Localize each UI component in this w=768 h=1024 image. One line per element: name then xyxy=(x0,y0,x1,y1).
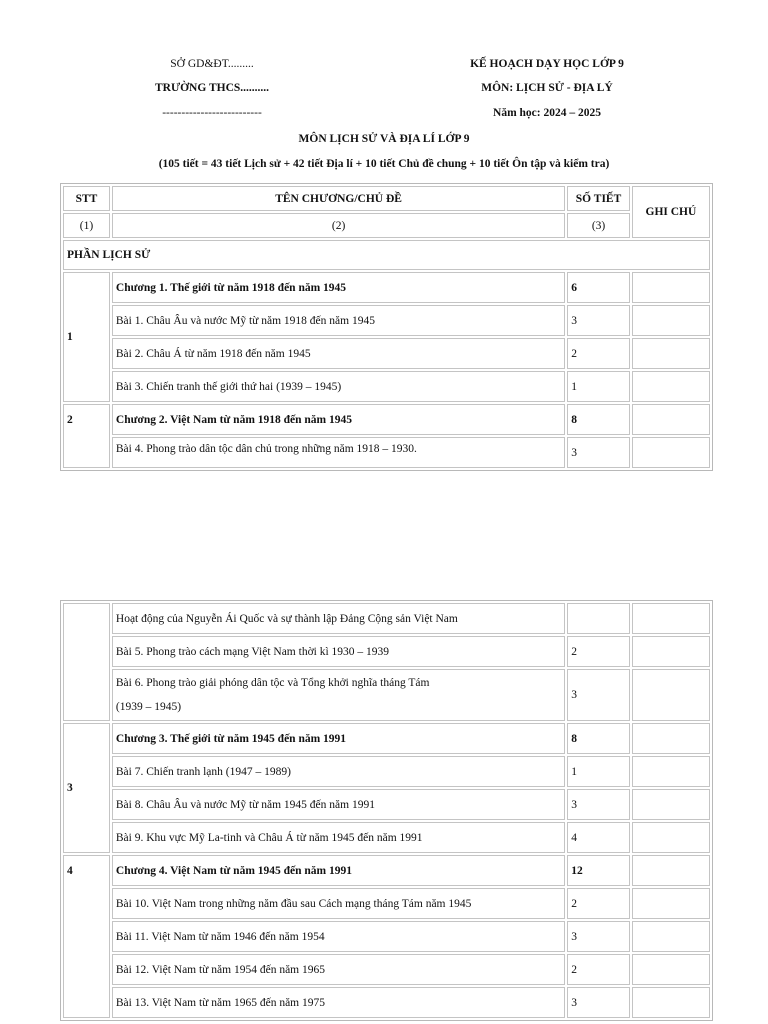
header-chapter-number: (2) xyxy=(112,213,565,238)
lesson-hours xyxy=(567,603,630,634)
table-row xyxy=(63,756,710,787)
lesson-hours: 1 xyxy=(567,371,630,402)
table-row xyxy=(63,338,710,369)
note-cell xyxy=(632,756,710,787)
table-row xyxy=(63,437,710,468)
lesson-title: Bài 4. Phong trào dân tộc dân chủ trong những năm 1918 – 1930. xyxy=(112,437,565,468)
note-cell xyxy=(632,603,710,634)
lesson-hours: 2 xyxy=(567,338,630,369)
header-rule: -------------------------- xyxy=(162,107,262,119)
lesson-hours: 3 xyxy=(567,305,630,336)
header-hours: SỐ TIẾT xyxy=(567,186,630,211)
lesson-title: Bài 2. Châu Á từ năm 1918 đến năm 1945 xyxy=(112,338,565,369)
chapter-hours: 12 xyxy=(567,855,630,886)
lesson-hours: 3 xyxy=(567,789,630,820)
table-row xyxy=(63,404,710,435)
chapter-title: Chương 1. Thế giới từ năm 1918 đến năm 1945 xyxy=(112,272,565,303)
table-row xyxy=(63,954,710,985)
lesson-hours: 3 xyxy=(567,437,630,468)
table-row xyxy=(63,669,710,721)
table-row xyxy=(63,636,710,667)
note-cell xyxy=(632,272,710,303)
note-cell xyxy=(632,954,710,985)
note-cell xyxy=(632,789,710,820)
stt-cell: 1 xyxy=(63,272,110,402)
lesson-title xyxy=(112,669,565,721)
note-cell xyxy=(632,987,710,1018)
lesson-title: Bài 8. Châu Âu và nước Mỹ từ năm 1945 đến năm 1991 xyxy=(112,789,565,820)
note-cell xyxy=(632,404,710,435)
header-hours-number: (3) xyxy=(567,213,630,238)
lesson-hours: 2 xyxy=(567,636,630,667)
header-stt-number: (1) xyxy=(63,213,110,238)
lesson-hours: 3 xyxy=(567,669,630,721)
plan-table-page-1 xyxy=(60,183,713,471)
lesson-title: Bài 5. Phong trào cách mạng Việt Nam thời kì 1930 – 1939 xyxy=(112,636,565,667)
table-row xyxy=(63,987,710,1018)
lesson-title: Bài 12. Việt Nam từ năm 1954 đến năm 1965 xyxy=(112,954,565,985)
table-row xyxy=(63,789,710,820)
lesson-title: Bài 7. Chiến tranh lạnh (1947 – 1989) xyxy=(112,756,565,787)
chapter-title: Chương 2. Việt Nam từ năm 1918 đến năm 1945 xyxy=(112,404,565,435)
note-cell xyxy=(632,669,710,721)
lesson-title: Bài 10. Việt Nam trong những năm đầu sau Cách mạng tháng Tám năm 1945 xyxy=(112,888,565,919)
plan-title: KẾ HOẠCH DẠY HỌC LỚP 9 xyxy=(470,58,624,70)
subject-label: MÔN: LỊCH SỬ - ĐỊA LÝ xyxy=(481,82,613,94)
school-year: Năm học: 2024 – 2025 xyxy=(493,107,601,119)
note-cell xyxy=(632,338,710,369)
chapter-hours: 6 xyxy=(567,272,630,303)
stt-cell: 3 xyxy=(63,723,110,853)
note-cell xyxy=(632,822,710,853)
note-cell xyxy=(632,921,710,952)
table-row xyxy=(63,921,710,952)
document-subtitle: (105 tiết = 43 tiết Lịch sử + 42 tiết Địa lí + 10 tiết Chủ đề chung + 10 tiết Ôn tập và kiểm tra) xyxy=(158,158,610,170)
stt-cell: 2 xyxy=(63,404,110,468)
note-cell xyxy=(632,371,710,402)
note-cell xyxy=(632,723,710,754)
header-chapter-name: TÊN CHƯƠNG/CHỦ ĐỀ xyxy=(112,186,565,211)
chapter-title: Chương 3. Thế giới từ năm 1945 đến năm 1991 xyxy=(112,723,565,754)
lesson-hours: 3 xyxy=(567,921,630,952)
table-header-row xyxy=(63,186,710,211)
table-header-number-row xyxy=(63,213,710,238)
school-label: TRƯỜNG THCS.......... xyxy=(154,82,270,94)
lesson-title: Bài 11. Việt Nam từ năm 1946 đến năm 1954 xyxy=(112,921,565,952)
lesson-hours: 2 xyxy=(567,888,630,919)
section-history-label: PHẦN LỊCH SỬ xyxy=(63,240,710,270)
table-row xyxy=(63,603,710,634)
chapter-title: Chương 4. Việt Nam từ năm 1945 đến năm 1991 xyxy=(112,855,565,886)
table-row xyxy=(63,305,710,336)
lesson-hours: 4 xyxy=(567,822,630,853)
table-row xyxy=(63,822,710,853)
table-row xyxy=(63,888,710,919)
stt-cell xyxy=(63,603,110,721)
lesson-title-continued: Hoạt động của Nguyễn Ái Quốc và sự thành lập Đảng Cộng sản Việt Nam xyxy=(112,603,565,634)
note-cell xyxy=(632,636,710,667)
lesson-title: Bài 1. Châu Âu và nước Mỹ từ năm 1918 đến năm 1945 xyxy=(112,305,565,336)
header-stt: STT xyxy=(63,186,110,211)
note-cell xyxy=(632,855,710,886)
note-cell xyxy=(632,437,710,468)
header-notes: GHI CHÚ xyxy=(632,186,710,238)
chapter-hours: 8 xyxy=(567,723,630,754)
table-row xyxy=(63,272,710,303)
lesson-title: Bài 9. Khu vực Mỹ La-tinh và Châu Á từ năm 1945 đến năm 1991 xyxy=(112,822,565,853)
lesson-hours: 1 xyxy=(567,756,630,787)
section-row xyxy=(63,240,710,270)
document-title: MÔN LỊCH SỬ VÀ ĐỊA LÍ LỚP 9 xyxy=(298,133,470,145)
department-label: SỞ GD&ĐT......... xyxy=(170,58,254,70)
plan-table-page-2 xyxy=(60,600,713,1021)
lesson-title: Bài 3. Chiến tranh thế giới thứ hai (1939 – 1945) xyxy=(112,371,565,402)
table-row xyxy=(63,855,710,886)
table-row xyxy=(63,723,710,754)
chapter-hours: 8 xyxy=(567,404,630,435)
stt-cell: 4 xyxy=(63,855,110,1018)
lesson-title: Bài 13. Việt Nam từ năm 1965 đến năm 1975 xyxy=(112,987,565,1018)
table-row xyxy=(63,371,710,402)
lesson-title-line-2: (1939 – 1945) xyxy=(115,701,182,713)
note-cell xyxy=(632,888,710,919)
lesson-title-line-1: Bài 6. Phong trào giải phóng dân tộc và Tổng khởi nghĩa tháng Tám xyxy=(115,677,430,689)
lesson-hours: 2 xyxy=(567,954,630,985)
note-cell xyxy=(632,305,710,336)
lesson-hours: 3 xyxy=(567,987,630,1018)
